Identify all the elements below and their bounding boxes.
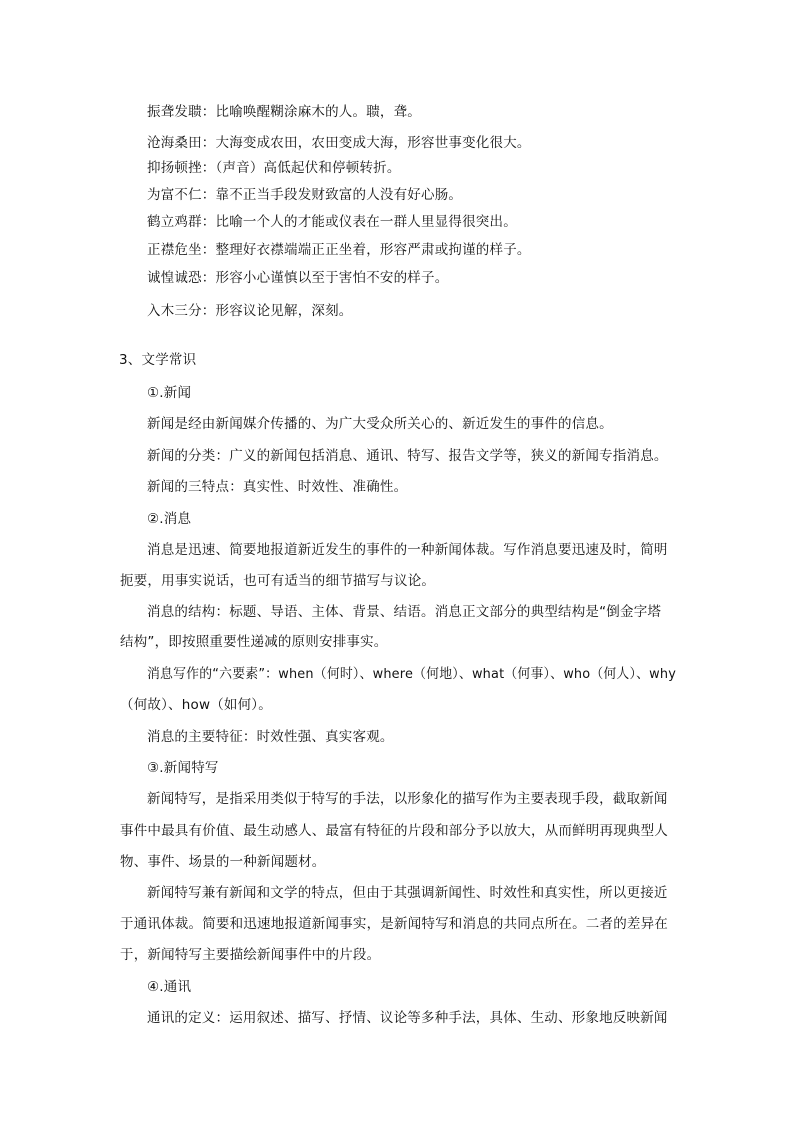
subsection-title: ①.新闻 — [147, 385, 192, 401]
idiom-entry: 诚惶诚恐：形容小心谨慎以至于害怕不安的样子。 — [147, 270, 449, 286]
idiom-entry: 抑扬顿挫：（声音）高低起伏和停顿转折。 — [147, 160, 401, 176]
subsection-title: ②.消息 — [147, 511, 192, 527]
paragraph-line: 消息是迅速、简要地报道新近发生的事件的一种新闻体裁。写作消息要迅速及时，简明 — [147, 542, 668, 558]
paragraph-line: 新闻是经由新闻媒介传播的、为广大受众所关心的、新近发生的事件的信息。 — [147, 416, 613, 432]
idiom-entry: 鹤立鸡群：比喻一个人的才能或仪表在一群人里显得很突出。 — [147, 214, 517, 230]
paragraph-line: 新闻特写，是指采用类似于特写的手法，以形象化的描写作为主要表现手段，截取新闻 — [147, 791, 668, 807]
paragraph-line: 新闻的三特点：真实性、时效性、准确性。 — [147, 479, 408, 495]
paragraph-line: 扼要，用事实说话，也可有适当的细节描写与议论。 — [120, 573, 436, 589]
subsection-title: ③.新闻特写 — [147, 760, 219, 776]
paragraph-line: 消息写作的“六要素”：when（何时）、where（何地）、what（何事）、who（何人）、why — [147, 666, 677, 682]
paragraph-line: 事件中最具有价值、最生动感人、最富有特征的片段和部分予以放大，从而鲜明再现典型人 — [120, 823, 668, 839]
idiom-entry: 入木三分：形容议论见解，深刻。 — [147, 303, 353, 319]
paragraph-line: 于通讯体裁。简要和迅速地报道新闻事实，是新闻特写和消息的共同点所在。二者的差异在 — [120, 916, 668, 932]
section-heading: 3、文学常识 — [119, 352, 197, 368]
paragraph-line: 物、事件、场景的一种新闻题材。 — [120, 854, 326, 870]
subsection-title: ④.通讯 — [147, 979, 192, 995]
idiom-entry: 振聋发聩：比喻唤醒糊涂麻木的人。聩，聋。 — [147, 104, 421, 120]
idiom-entry: 正襟危坐：整理好衣襟端端正正坐着，形容严肃或拘谨的样子。 — [147, 242, 531, 258]
paragraph-line: 新闻特写兼有新闻和文学的特点，但由于其强调新闻性、时效性和真实性，所以更接近 — [147, 885, 668, 901]
idiom-entry: 为富不仁：靠不正当手段发财致富的人没有好心肠。 — [147, 187, 463, 203]
paragraph-line: 于，新闻特写主要描绘新闻事件中的片段。 — [120, 947, 381, 963]
idiom-entry: 沧海桑田：大海变成农田，农田变成大海，形容世事变化很大。 — [147, 135, 531, 151]
paragraph-line: 通讯的定义：运用叙述、描写、抒情、议论等多种手法，具体、生动、形象地反映新闻 — [147, 1010, 668, 1026]
paragraph-line: 新闻的分类：广义的新闻包括消息、通讯、特写、报告文学等，狭义的新闻专指消息。 — [147, 448, 668, 464]
paragraph-line: 消息的结构：标题、导语、主体、背景、结语。消息正文部分的典型结构是“倒金字塔 — [147, 604, 662, 620]
paragraph-line: 消息的主要特征：时效性强、真实客观。 — [147, 729, 394, 745]
paragraph-line: （何故）、how（如何）。 — [120, 697, 272, 713]
paragraph-line: 结构”，即按照重要性递减的原则安排事实。 — [120, 634, 388, 650]
